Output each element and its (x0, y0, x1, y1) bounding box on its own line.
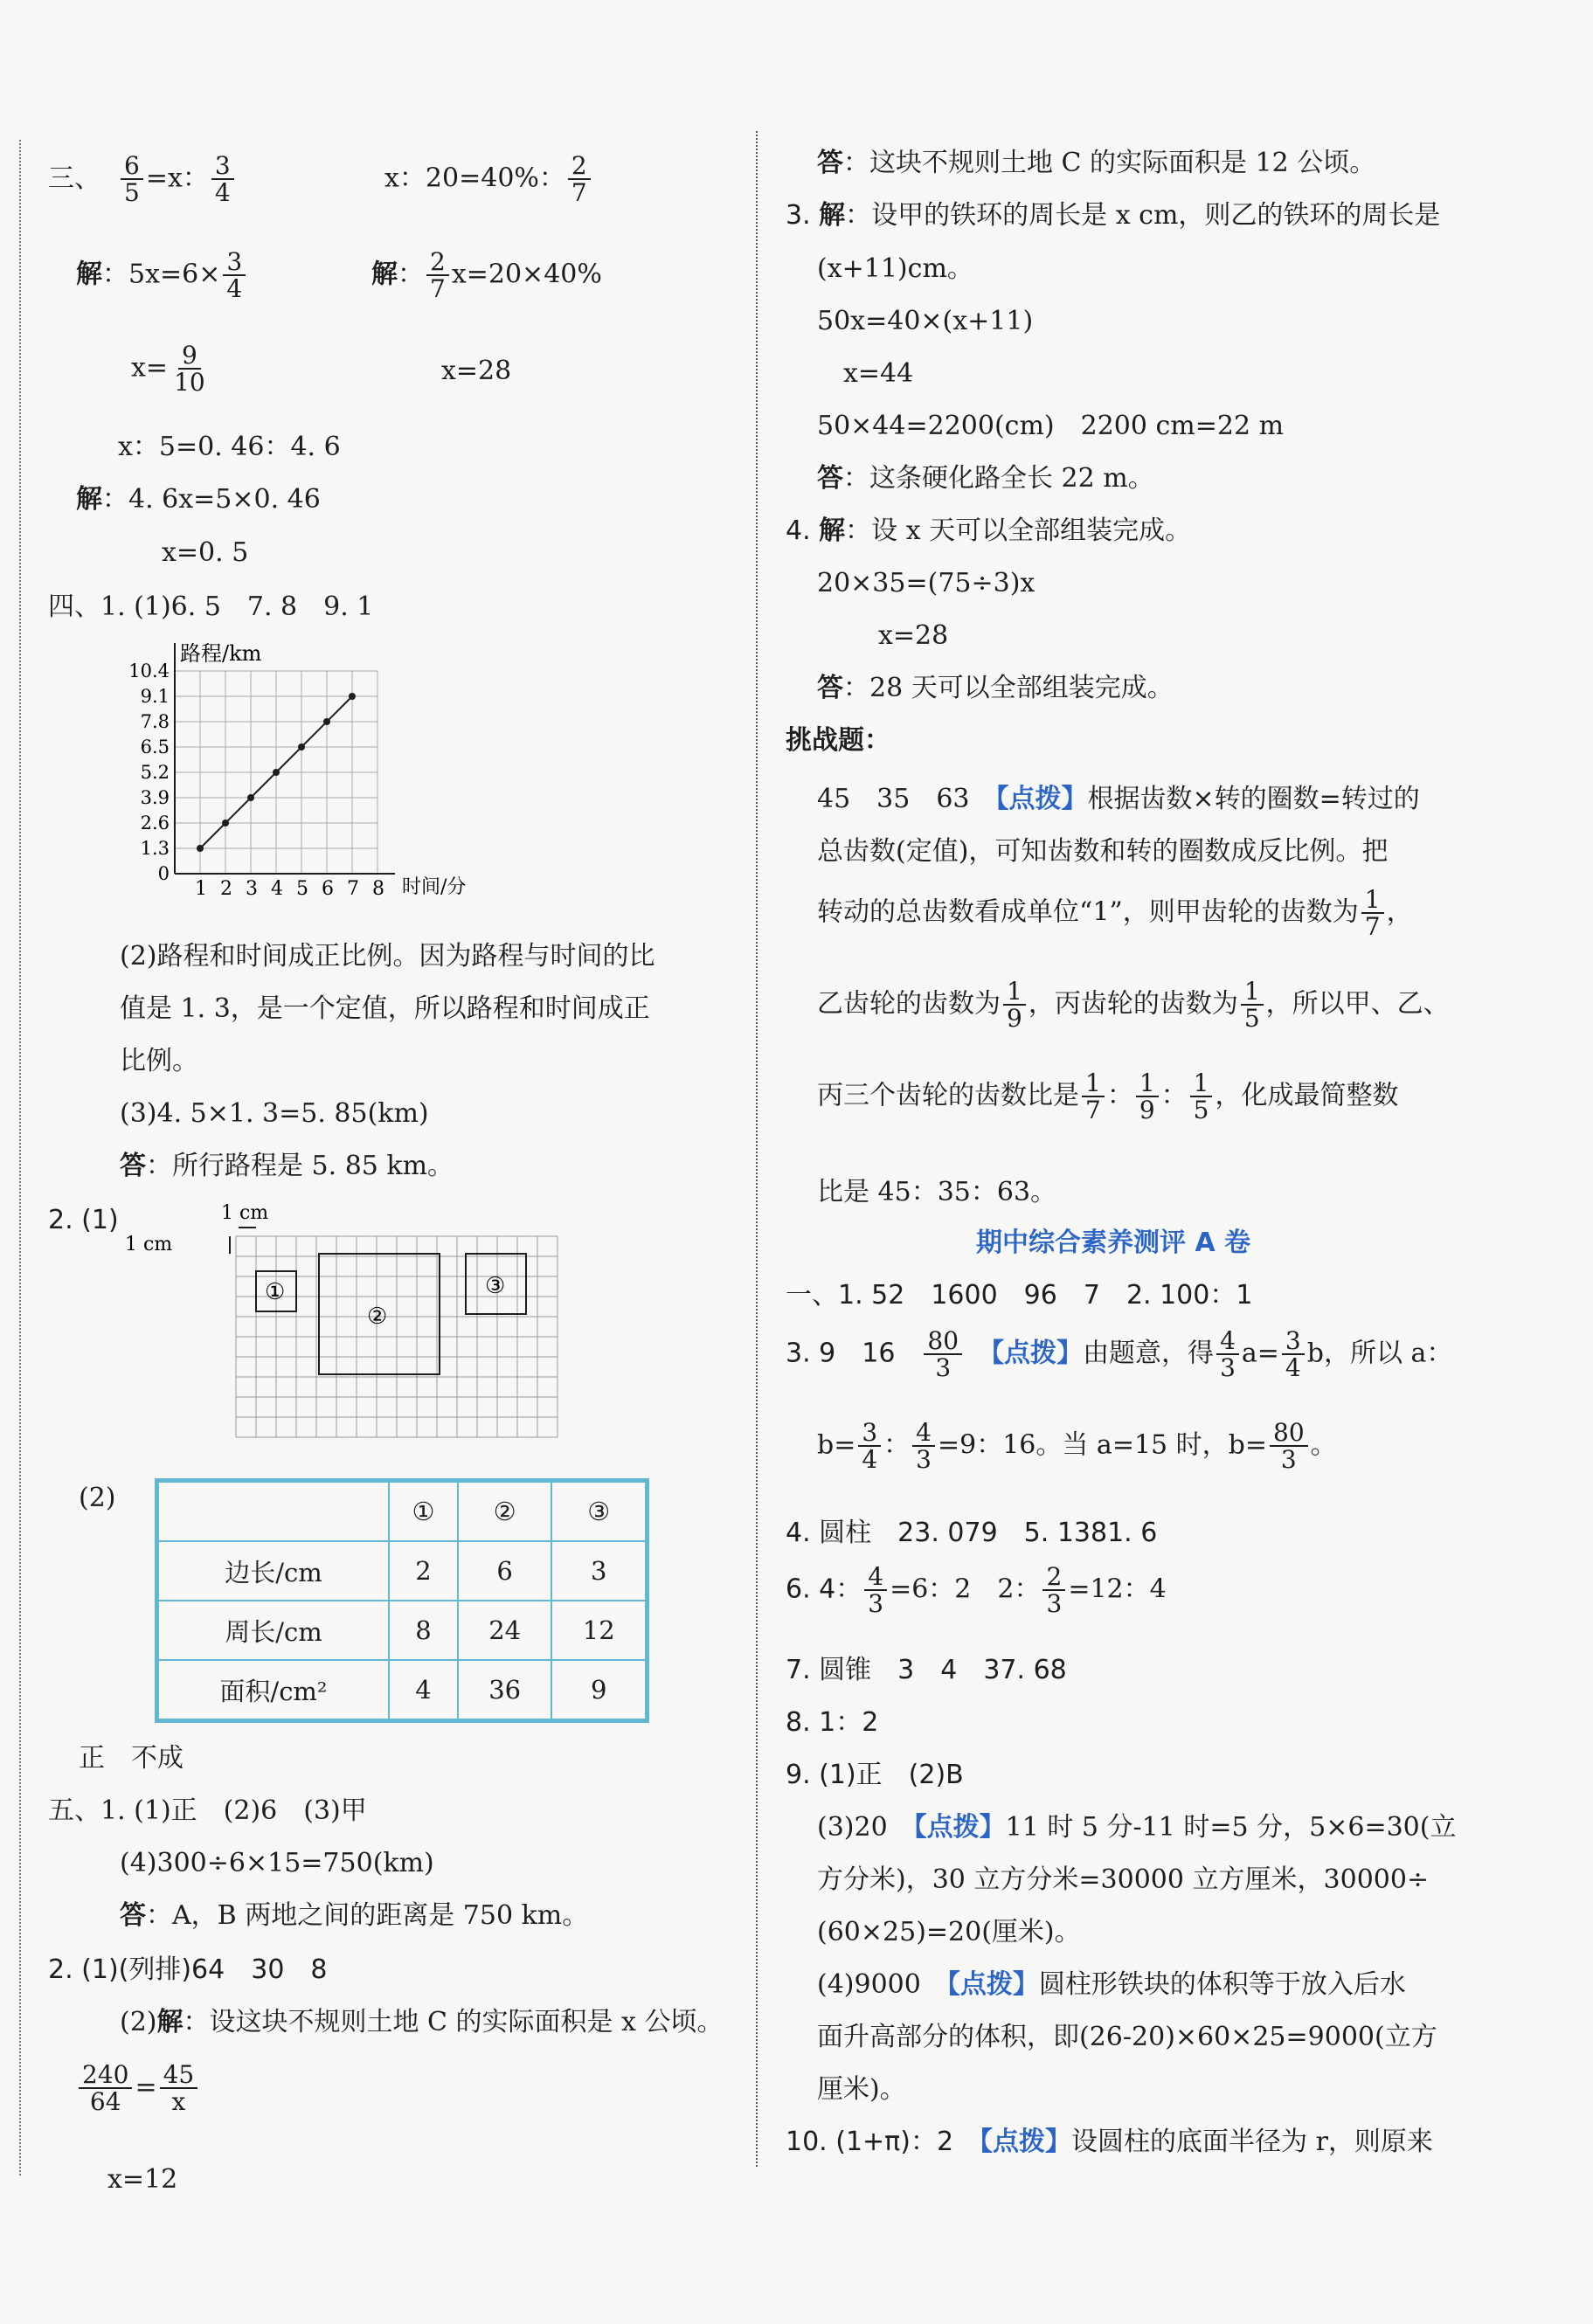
y-tick-label: 5.2 (140, 762, 170, 783)
solution-2-result: x=28 (441, 356, 512, 386)
section-5-q2: 2. (1)(列排)64 30 8 (48, 1954, 328, 1985)
q4-result: x=28 (878, 620, 949, 651)
data-point (349, 693, 356, 700)
section-5-q2-part2: (2)解：设这块不规则土地 C 的实际面积是 x 公顷。 (120, 2007, 724, 2037)
solution-2-step: 解： $\frac{2}{7}$ x=20×40% (371, 247, 602, 304)
midterm-q10: 10. (1+π)：2 【点拨】设圆柱的底面半径为 r，则原来 (786, 2127, 1433, 2157)
y-tick-label: 6.5 (140, 737, 170, 757)
midterm-title: 期中综合素养测评 A 卷 (976, 1228, 1251, 1258)
midterm-q4-q5: 4. 圆柱 23. 079 5. 1381. 6 (786, 1518, 1158, 1548)
x-tick-label: 7 (347, 878, 359, 900)
midterm-q9-part4: (4)9000 【点拨】圆柱形铁块的体积等于放入后水 (817, 1969, 1406, 2000)
y-tick-label: 10.4 (128, 661, 170, 681)
x-axis-label: 时间/分 (402, 876, 467, 898)
table-row (158, 1660, 646, 1719)
data-point (247, 794, 254, 801)
y-tick-label: 0 (157, 863, 170, 884)
table-row (158, 1601, 646, 1660)
table-cell: 12 (551, 1601, 646, 1660)
scale-v-label: 1 cm (125, 1234, 173, 1255)
solution-1-result: x= $\frac{9}{10}$ (131, 341, 205, 398)
challenge-line6: 比是 45：35：63。 (817, 1177, 1057, 1207)
equation-3: x：5=0. 46：4. 6 (118, 432, 341, 462)
table-cell: 8 (389, 1601, 458, 1660)
midterm-q9-part3: (3)20 【点拨】11 时 5 分-11 时=5 分，5×6=30(立 (817, 1812, 1457, 1843)
y-tick-label: 9.1 (140, 686, 170, 707)
x-tick-label: 3 (246, 878, 258, 900)
y-axis-label: 路程/km (180, 641, 262, 666)
section-4-q1: 四、1. (1)6. 5 7. 8 9. 1 (48, 591, 374, 622)
midterm-q3: 3. 9 16 $\frac{80}{3}$ 【点拨】由题意，得 $\frac{4}{3}$ a= $\frac{3}{4}$ b，所以 a： (786, 1326, 1453, 1383)
grid-lines (236, 1236, 558, 1437)
table-cell: 边长/cm (158, 1541, 389, 1601)
midterm-q9-part3-line2: 方分米)，30 立方分米=30000 立方厘米，30000÷ (817, 1864, 1430, 1895)
y-tick-label: 7.8 (140, 711, 170, 732)
x-tick-label: 1 (195, 878, 207, 900)
data-point (323, 718, 330, 725)
x-tick-label: 8 (372, 878, 384, 900)
table-cell (158, 1482, 389, 1541)
data-point (197, 845, 204, 852)
section-4-q3-answer: 答：所行路程是 5. 85 km。 (120, 1151, 454, 1181)
q4-setup: 4. 解：设 x 天可以全部组装完成。 (786, 515, 1192, 546)
q3-line2: (x+11)cm。 (817, 253, 973, 284)
section-5-q1-answer: 答：A，B 两地之间的距离是 750 km。 (120, 1900, 589, 1931)
square-3-label: ③ (485, 1273, 506, 1299)
scale-h-label: 1 cm (221, 1202, 269, 1224)
proportion-equation: $\frac{240}{64}$ = $\frac{45}{x}$ (76, 2062, 200, 2115)
midterm-q3-line2: b= $\frac{3}{4}$ ： $\frac{4}{3}$ =9：16。当 a=15 时，b= $\frac{80}{3}$ 。 (817, 1418, 1337, 1475)
y-tick-label: 1.3 (140, 838, 170, 859)
challenge-line4: 乙齿轮的齿数为 $\frac{1}{9}$ ，丙齿轮的齿数为 $\frac{1}{5}$ ，所以甲、乙、 (817, 977, 1450, 1034)
midterm-q6: 6. 4： $\frac{4}{3}$ =6：2 2： $\frac{2}{3}$ =12：4 (786, 1562, 1167, 1619)
table-cell: 24 (458, 1601, 552, 1660)
challenge-line1: 45 35 63 【点拨】根据齿数×转的圈数=转过的 (817, 784, 1420, 814)
midterm-q9-part3-line3: (60×25)=20(厘米)。 (817, 1917, 1081, 1947)
y-tick-label: 2.6 (140, 813, 170, 833)
data-point (273, 769, 280, 776)
table-cell: 面积/cm² (158, 1660, 389, 1719)
section-4-q2-line2: 值是 1. 3，是一个定值，所以路程和时间成正 (120, 993, 650, 1024)
table-cell: ① (389, 1482, 458, 1541)
equation-2: x：20=40%： $\frac{2}{7}$ (384, 153, 593, 206)
q3-answer: 答：这条硬化路全长 22 m。 (817, 463, 1154, 494)
x-tick-label: 2 (220, 878, 232, 900)
challenge-title: 挑战题： (786, 725, 890, 756)
table-cell: 周长/cm (158, 1601, 389, 1660)
section-4-item2-label: 2. (1) (48, 1205, 119, 1235)
section-4-q3: (3)4. 5×1. 3=5. 85(km) (120, 1098, 429, 1129)
proportion-answer: 正 不成 (79, 1743, 184, 1774)
chart-axes (128, 641, 466, 900)
q4-equation: 20×35=(75÷3)x (817, 568, 1035, 598)
table-cell: ③ (551, 1482, 646, 1541)
square-2-label: ② (367, 1304, 388, 1330)
challenge-line2: 总齿数(定值)，可知齿数和转的圈数成反比例。把 (817, 836, 1389, 867)
table-cell: 6 (458, 1541, 552, 1601)
section-4-q2-line1: (2)路程和时间成正比例。因为路程与时间的比 (120, 941, 655, 972)
square-1-label: ① (265, 1279, 286, 1305)
table-cell: 2 (389, 1541, 458, 1601)
data-point (298, 744, 305, 750)
distance-time-chart (114, 638, 568, 909)
table-row (158, 1541, 646, 1601)
section-4-q2-line3: 比例。 (120, 1046, 198, 1076)
column-divider (756, 131, 758, 2167)
q3-result: x=44 (843, 358, 914, 389)
midterm-q9-part4-line2: 面升高部分的体积，即(26-20)×60×25=9000(立方 (817, 2022, 1437, 2052)
solution-3-step: 解：4. 6x=5×0. 46 (76, 484, 321, 515)
x-tick-label: 5 (296, 878, 308, 900)
table-cell: ② (458, 1482, 552, 1541)
q3-setup: 3. 解：设甲的铁环的周长是 x cm，则乙的铁环的周长是 (786, 200, 1441, 231)
q4-answer: 答：28 天可以全部组装完成。 (817, 673, 1174, 703)
solution-3-result: x=0. 5 (162, 537, 249, 568)
table-header-row (158, 1482, 646, 1541)
data-point (222, 820, 229, 827)
y-tick-label: 3.9 (140, 787, 170, 808)
midterm-q8: 8. 1：2 (786, 1707, 879, 1738)
section-4-item2-part2-label: (2) (79, 1483, 116, 1513)
section-5-q1-part4: (4)300÷6×15=750(km) (120, 1848, 434, 1878)
section-3-label: 三、 (48, 163, 100, 194)
q3-equation: 50x=40×(x+11) (817, 306, 1034, 336)
table-cell: 4 (389, 1660, 458, 1719)
table-cell: 3 (551, 1541, 646, 1601)
table-cell: 9 (551, 1660, 646, 1719)
left-margin-line (19, 140, 21, 2175)
proportion-result: x=12 (107, 2164, 178, 2195)
x-tick-label: 4 (271, 878, 283, 900)
q3-calc: 50×44=2200(cm) 2200 cm=22 m (817, 411, 1285, 441)
square-grid-figure (118, 1201, 581, 1455)
answer-land-area: 答：这块不规则土地 C 的实际面积是 12 公顷。 (817, 148, 1376, 178)
equation-1: $\frac{6}{5}$ =x： $\frac{3}{4}$ (118, 153, 237, 206)
scale-arrows (230, 1228, 256, 1254)
solution-1-step: 解：5x=6× $\frac{3}{4}$ (76, 249, 248, 302)
midterm-q9: 9. (1)正 (2)B (786, 1760, 964, 1790)
challenge-line5: 丙三个齿轮的齿数比是 $\frac{1}{7}$ ： $\frac{1}{9}$ ： $\frac{1}{5}$ ，化成最简整数 (817, 1069, 1399, 1125)
x-tick-label: 6 (322, 878, 334, 900)
table-cell: 36 (458, 1660, 552, 1719)
square-table (157, 1481, 647, 1720)
midterm-q7: 7. 圆锥 3 4 37. 68 (786, 1655, 1067, 1685)
section-5-q1: 五、1. (1)正 (2)6 (3)甲 (48, 1795, 367, 1826)
challenge-line3: 转动的总齿数看成单位“1”，则甲齿轮的齿数为 $\frac{1}{7}$ ， (817, 885, 1413, 942)
midterm-q9-part4-line3: 厘米)。 (817, 2074, 906, 2105)
midterm-q1: 一、1. 52 1600 96 7 2. 100：1 (786, 1280, 1253, 1311)
